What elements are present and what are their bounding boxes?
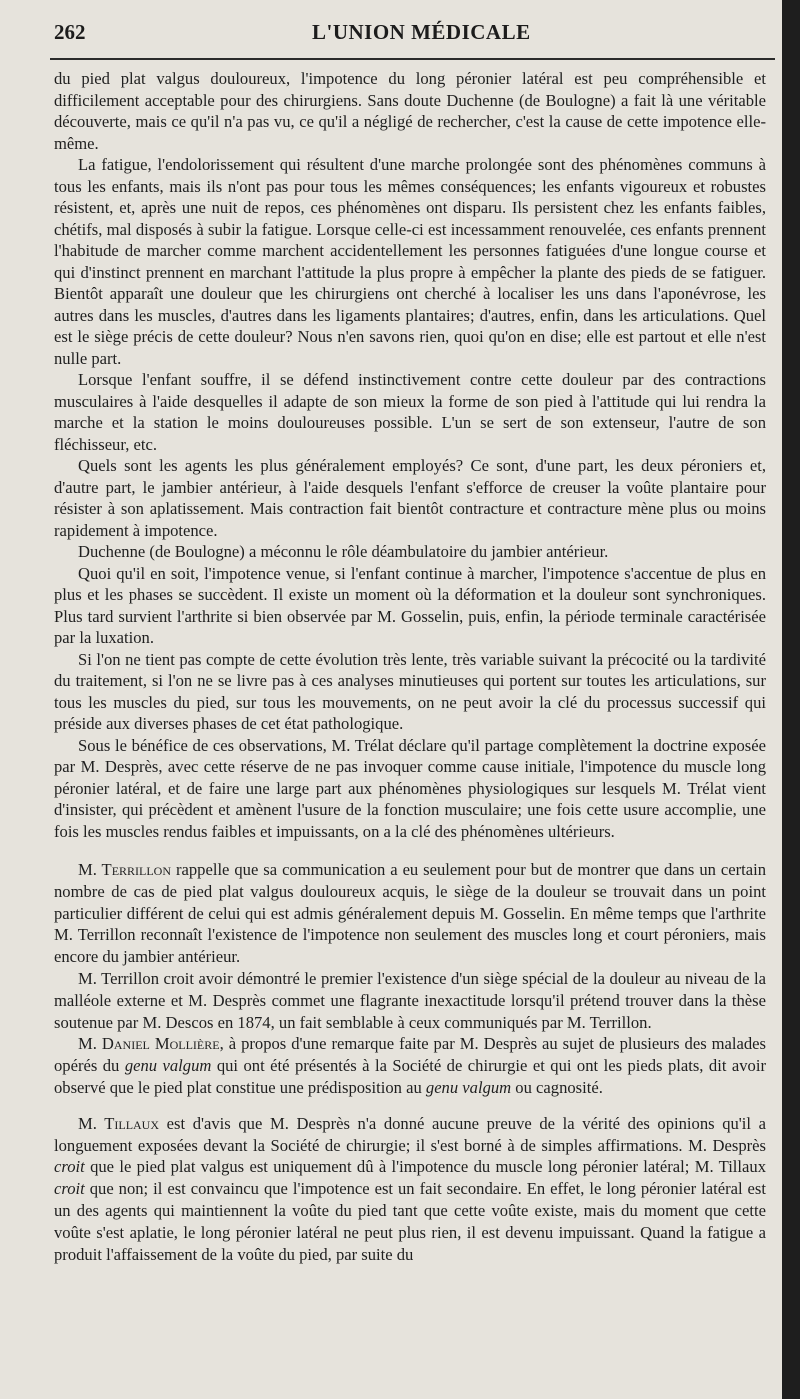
paragraph: Lorsque l'enfant souffre, il se défend instinctivement contre cette douleur par des contractions musculaires à l'aide desquelles il adapte de son mieux la forme de son pied à l'attitude qui lui rendra la marche et la station le moins douloureuses possible. L'un se sert de son extenseur, l'autre de son fléchisseur, etc. <box>54 370 766 454</box>
italic-term: croit <box>54 1179 85 1199</box>
speaker-name: M. Terrillon <box>78 860 172 879</box>
paragraph: Quels sont les agents les plus généralement employés? Ce sont, d'une part, les deux péroniers et, d'autre part, le jambier antérieur, à l'aide desquels l'enfant s'efforce de creuser la voûte plantaire pour résister à son aplatissement. Mais contraction fait bientôt contracture et contracture mène plus ou moins rapidement à impotence. <box>54 456 766 540</box>
paragraph: La fatigue, l'endolorissement qui résultent d'une marche prolongée sont des phénomènes communs à tous les enfants, mais ils n'ont pas pour tous les mêmes conséquences; les enfants vigoureux et robustes résistent, et, après une nuit de repos, ces phénomènes ont disparu. Ils persistent chez les enfants faibles, chétifs, mal disposés à subir la fatigue. Lorsque celle-ci est incessamment renouvelée, ces enfants prennent l'habitude de marcher comme marchent accidentellement les personnes fatiguées d'une longue course et qui d'instinct prennent en marchant l'attitude la plus propre à empêcher la plante des pieds de se fatiguer. Bientôt apparaît une douleur que les chirurgiens ont cherché à localiser les uns dans l'aponévrose, les autres dans les muscles, d'autres dans les ligaments plantaires; d'autres, enfin, dans les articulations. Quel est le siège précis de cette douleur? Nous n'en savons rien, quoi qu'on en dise; elle est partout et elle n'est nulle part. <box>54 155 766 368</box>
italic-term: croit <box>54 1157 85 1177</box>
paragraph-text: que le pied plat valgus est uniquement dû à l'impotence du muscle long péronier latéral; M. Tillaux <box>84 1157 766 1177</box>
page-number: 262 <box>54 20 86 44</box>
paragraph: Duchenne (de Boulogne) a méconnu le rôle déambulatoire du jambier antérieur. <box>78 542 609 561</box>
paragraph: du pied plat valgus douloureux, l'impotence du long péronier latéral est peu compréhensible et difficilement acceptable pour des chirurgiens. Sans doute Duchenne (de Boulogne) a fait là une véritable découverte, mais ce qu'il n'a pas vu, ce qu'il a négligé de rechercher, c'est la cause de cette impotence elle-même. <box>54 69 766 153</box>
paragraph: Quoi qu'il en soit, l'impotence venue, si l'enfant continue à marcher, l'impotence s'accentue de plus en plus et les phases se succèdent. Il existe un moment où la déformation et la douleur sont synchroniques. Plus tard survient l'arthrite si bien observée par M. Gosselin, puis, enfin, la période terminale caractérisée par la luxation. <box>54 563 766 647</box>
italic-term: genu valgum <box>124 1056 212 1076</box>
paragraph-text: que non; il est convaincu que l'impotence est un fait secondaire. En effet, le long péronier latéral est un des agents qui maintiennent la voûte du pied tant que cette voûte existe, mais du moment que cette voûte s'est aplatie, le long péronier latéral ne peut plus rien, il est devenu impuissant. Quand la fatigue a produit l'affaissement de la voûte du pied, par suite du <box>54 1179 766 1264</box>
section-gap <box>54 842 766 859</box>
responses-section <box>54 859 766 1265</box>
page-header <box>50 16 770 50</box>
section-gap <box>54 1099 766 1113</box>
italic-term: genu valgum <box>425 1077 512 1097</box>
paragraph-terrillon <box>54 859 766 968</box>
speaker-name: M. Daniel Mollière <box>78 1034 220 1054</box>
paragraph-tillaux <box>54 1113 766 1266</box>
paragraph-text: ou cagnosité. <box>511 1077 603 1097</box>
article-body <box>54 68 766 1265</box>
paragraph-text: qui ont été présentés à la Société de chirurgie et qui ont les pieds plats, dit avoir observé que le pied plat constitue une prédisposition au <box>54 1056 766 1097</box>
discussion-section <box>54 68 766 842</box>
paragraph: M. Terrillon croit avoir démontré le premier l'existence d'un siège spécial de la douleur au niveau de la malléole externe et M. Desprès commet une flagrante inexactitude lorsqu'il prétend trouver dans la thèse soutenue par M. Descos en 1874, un fait semblable à ceux communiqués par M. Terrillon. <box>54 968 766 1032</box>
paragraph: Sous le bénéfice de ces observations, M. Trélat déclare qu'il partage complètement la doctrine exposée par M. Desprès, avec cette réserve de ne pas invoquer comme cause initiale, l'impotence du muscle long péronier latéral, et de faire une large part aux phénomènes physiologiques sur lesquels M. Trélat vient d'insister, qui précèdent et amènent l'usure de la fonction musculaire; une fois cette usure accomplie, une fois les muscles rendus faibles et impuissants, on a la clé des phénomènes ultérieurs. <box>54 735 766 841</box>
paragraph: Si l'on ne tient pas compte de cette évolution très lente, très variable suivant la précocité ou la tardivité du traitement, si l'on ne se livre pas à ces analyses minutieuses qui portent sur toutes les articulations, sur tous les muscles du pied, sur tous les mouvements, on ne peut avoir la clé du processus successif qui préside aux diverses phases de cet état pathologique. <box>54 649 766 733</box>
paragraph-text: , à propos d'une remarque faite par M. Desprès au sujet de plusieurs des malades opérés du <box>54 1034 766 1076</box>
paragraph-text: rappelle que sa communication a eu seulement pour but de montrer que dans un certain nombre de cas de pied plat valgus douloureux acquis, le siège de la douleur se trouvait dans un point particulier différent de celui qui est admis généralement depuis M. Gosselin. En même temps que l'arthrite M. Terrillon reconnaît l'existence de l'impotence non seulement des muscles long et court péroniers, mais encore du jambier antérieur. <box>54 860 767 967</box>
speaker-name: M. Tillaux <box>78 1113 160 1133</box>
paragraph-text: est d'avis que M. Desprès n'a donné aucune preuve de la vérité des opinions qu'il a longuement exposées devant la Société de chirurgie; il s'est borné à de simples affirmations. M. Desprès <box>54 1113 767 1155</box>
paragraph-molliere <box>54 1033 766 1098</box>
header-rule <box>50 58 775 60</box>
running-title: L'UNION MÉDICALE <box>312 20 531 44</box>
page-edge-shadow <box>782 0 800 1399</box>
